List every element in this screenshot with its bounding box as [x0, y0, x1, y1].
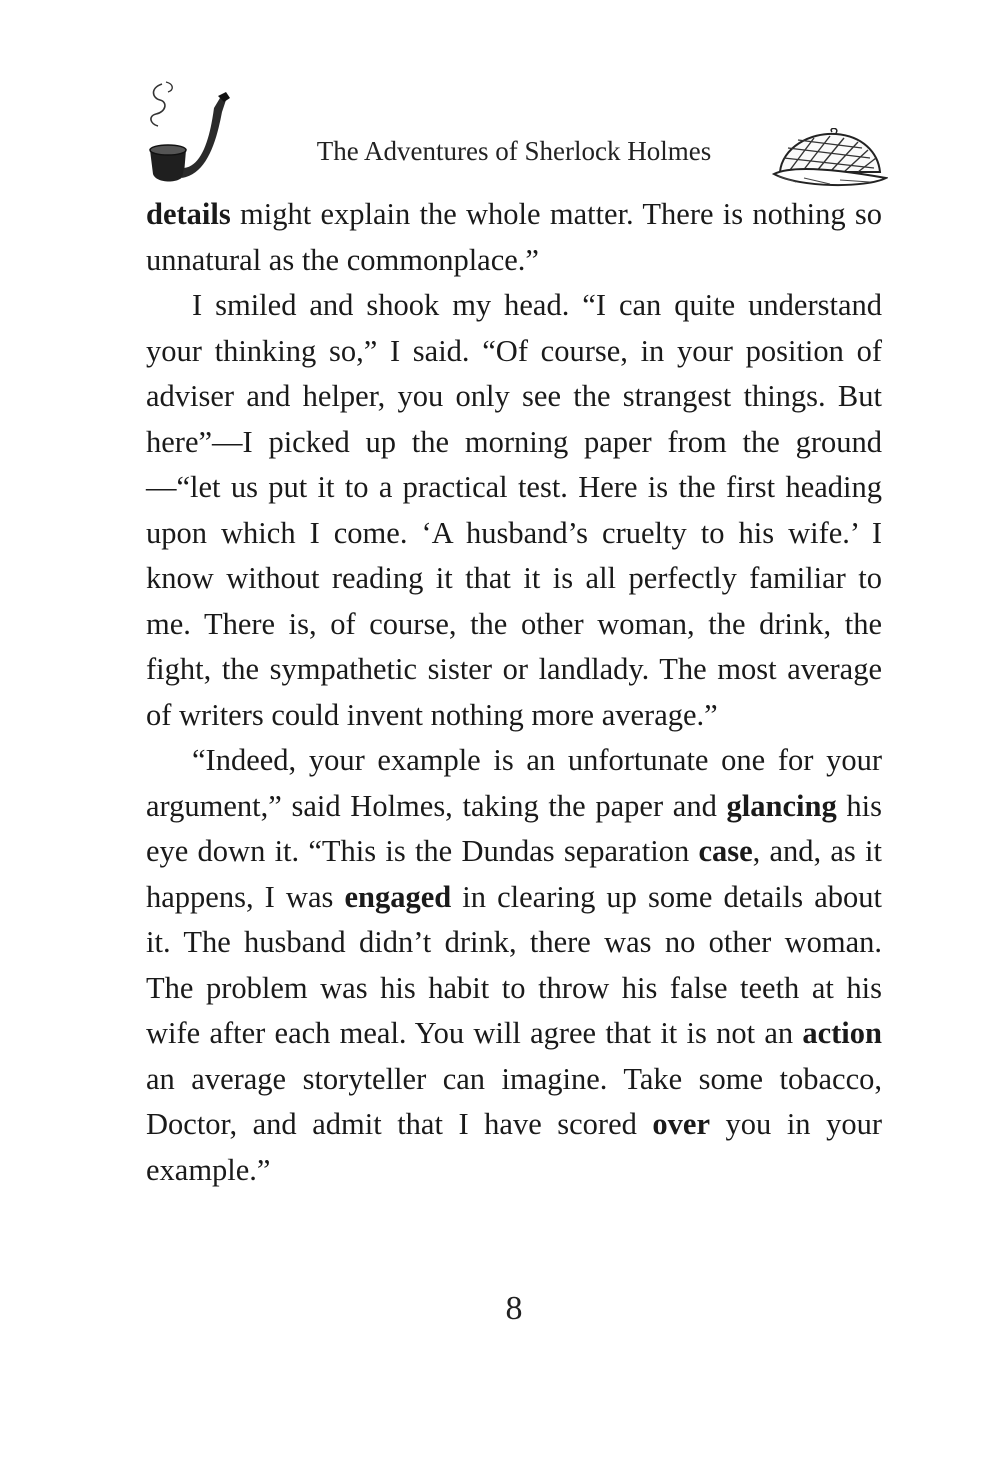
paragraph: [146, 192, 882, 283]
bold-vocabulary-word: case: [698, 834, 753, 868]
paragraph: [146, 283, 882, 738]
pipe-icon: [140, 78, 232, 190]
text-segment: I smiled and shook my head. “I can quite understand your thinking so,” I said. “Of course, in your position of adviser and helper, you only see the strangest things. But here”—I picked up the morning paper from the ground—“let us put it to a practical test. Here is the first heading upon which I come. ‘A husband’s cruelty to his wife.’ I know without reading it that it is all perfectly familiar to me. There is, of course, the other woman, the drink, the fight, the sympathetic sister or landlady. The most average of writers could invent nothing more average.”: [146, 288, 882, 732]
body-text: [146, 192, 882, 1193]
bold-vocabulary-word: action: [802, 1016, 882, 1050]
text-segment: you in your example.”: [146, 1107, 882, 1187]
text-segment: “Indeed, your example is an unfortunate one for your argument,” said Holmes, taking the paper and: [146, 743, 882, 823]
text-segment: might explain the whole matter. There is nothing so unnatural as the commonplace.”: [146, 197, 882, 277]
text-segment: in clearing up some details about it. The husband didn’t drink, there was no other woman. The problem was his habit to throw his false teeth at his wife after each meal. You will agree that it is not an: [146, 879, 882, 1050]
paragraph: [146, 738, 882, 1193]
running-header-title: The Adventures of Sherlock Holmes: [316, 136, 712, 166]
text-segment: , and, as it happens, I was: [146, 834, 882, 914]
bold-vocabulary-word: glancing: [726, 788, 837, 823]
bold-vocabulary-word: details: [146, 197, 231, 231]
text-segment: his eye down it. “This is the Dundas separation: [146, 788, 883, 868]
deerstalker-hat-icon: [770, 128, 888, 190]
text-segment: an average storyteller can imagine. Take some tobacco, Doctor, and admit that I have scored: [146, 1061, 882, 1141]
bold-vocabulary-word: over: [652, 1107, 710, 1141]
bold-vocabulary-word: engaged: [344, 879, 452, 914]
page-number: 8: [505, 1290, 523, 1327]
